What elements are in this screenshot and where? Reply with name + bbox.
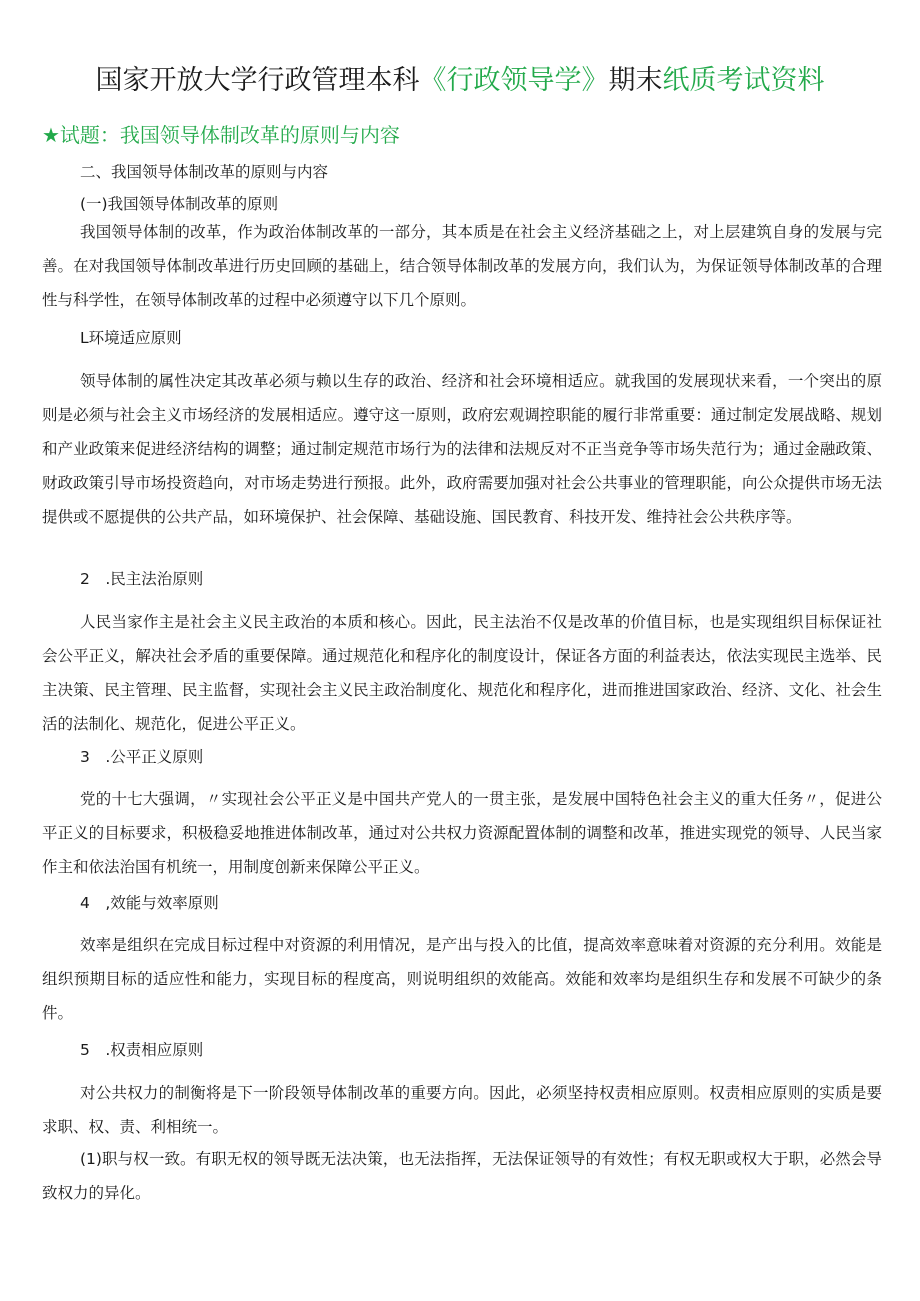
section-heading: 二、我国领导体制改革的原则与内容 bbox=[80, 163, 329, 181]
title-course-name: 《行政领导学》 bbox=[419, 65, 609, 96]
document-title bbox=[0, 58, 920, 97]
principle-4-paragraph: 效率是组织在完成目标过程中对资源的利用情况，是产出与投入的比值，提高效率意味着对资源的充分利用。效能是组织预期目标的适应性和能力，实现目标的程度高，则说明组织的效能高。效能和效率均是组织生存和发展不可缺少的条件。 bbox=[42, 936, 882, 1022]
intro-paragraph: 我国领导体制的改革，作为政治体制改革的一部分，其本质是在社会主义经济基础之上，对上层建筑自身的发展与完善。在对我国领导体制改革进行历史回顾的基础上，结合领导体制改革的发展方向，我们认为，为保证领导体制改革的合理性与科学性，在领导体制改革的过程中必须遵守以下几个原则。 bbox=[42, 223, 882, 309]
title-part-1: 国家开放大学行政管理本科 bbox=[95, 65, 420, 96]
principle-3-paragraph: 党的十七大强调，〃实现社会公平正义是中国共产党人的一贯主张，是发展中国特色社会主义的重大任务〃，促进公平正义的目标要求，积极稳妥地推进体制改革，通过对公共权力资源配置体制的调整和改革，推进实现党的领导、人民当家作主和依法治国有机统一，用制度创新来保障公平正义。 bbox=[42, 790, 882, 876]
principle-3-heading: 3 .公平正义原则 bbox=[80, 748, 204, 766]
question-subtitle: ★试题：我国领导体制改革的原则与内容 bbox=[42, 123, 400, 147]
title-part-4: 纸质考试资料 bbox=[662, 65, 825, 96]
principle-5-item-1: (1)职与权一致。有职无权的领导既无法决策，也无法指挥，无法保证领导的有效性；有权无职或权大于职，必然会导致权力的异化。 bbox=[42, 1150, 882, 1202]
principle-2-paragraph: 人民当家作主是社会主义民主政治的本质和核心。因此，民主法治不仅是改革的价值目标，也是实现组织目标保证社会公平正义，解决社会矛盾的重要保障。通过规范化和程序化的制度设计，保证各方面的利益表达，依法实现民主选举、民主决策、民主管理、民主监督，实现社会主义民主政治制度化、规范化和程序化，进而推进国家政治、经济、文化、社会生活的法制化、规范化，促进公平正义。 bbox=[42, 613, 882, 733]
principle-5-heading: 5 .权责相应原则 bbox=[80, 1041, 204, 1059]
title-part-3: 期末 bbox=[608, 65, 663, 96]
principle-5-paragraph: 对公共权力的制衡将是下一阶段领导体制改革的重要方向。因此，必须坚持权责相应原则。权责相应原则的实质是要求职、权、责、利相统一。 bbox=[42, 1084, 882, 1136]
principle-1-heading: L环境适应原则 bbox=[80, 329, 182, 347]
principle-4-heading: 4 ,效能与效率原则 bbox=[80, 894, 219, 912]
principle-2-heading: 2 .民主法治原则 bbox=[80, 570, 204, 588]
subsection-heading: (一)我国领导体制改革的原则 bbox=[80, 195, 279, 213]
principle-1-paragraph: 领导体制的属性决定其改革必须与赖以生存的政治、经济和社会环境相适应。就我国的发展现状来看，一个突出的原则是必须与社会主义市场经济的发展相适应。遵守这一原则，政府宏观调控职能的履行非常重要：通过制定发展战略、规划和产业政策来促进经济结构的调整；通过制定规范市场行为的法律和法规反对不正当竞争等市场失范行为；通过金融政策、财政政策引导市场投资趋向，对市场走势进行预报。此外，政府需要加强对社会公共事业的管理职能，向公众提供市场无法提供或不愿提供的公共产品，如环境保护、社会保障、基础设施、国民教育、科技开发、维持社会公共秩序等。 bbox=[42, 372, 882, 526]
